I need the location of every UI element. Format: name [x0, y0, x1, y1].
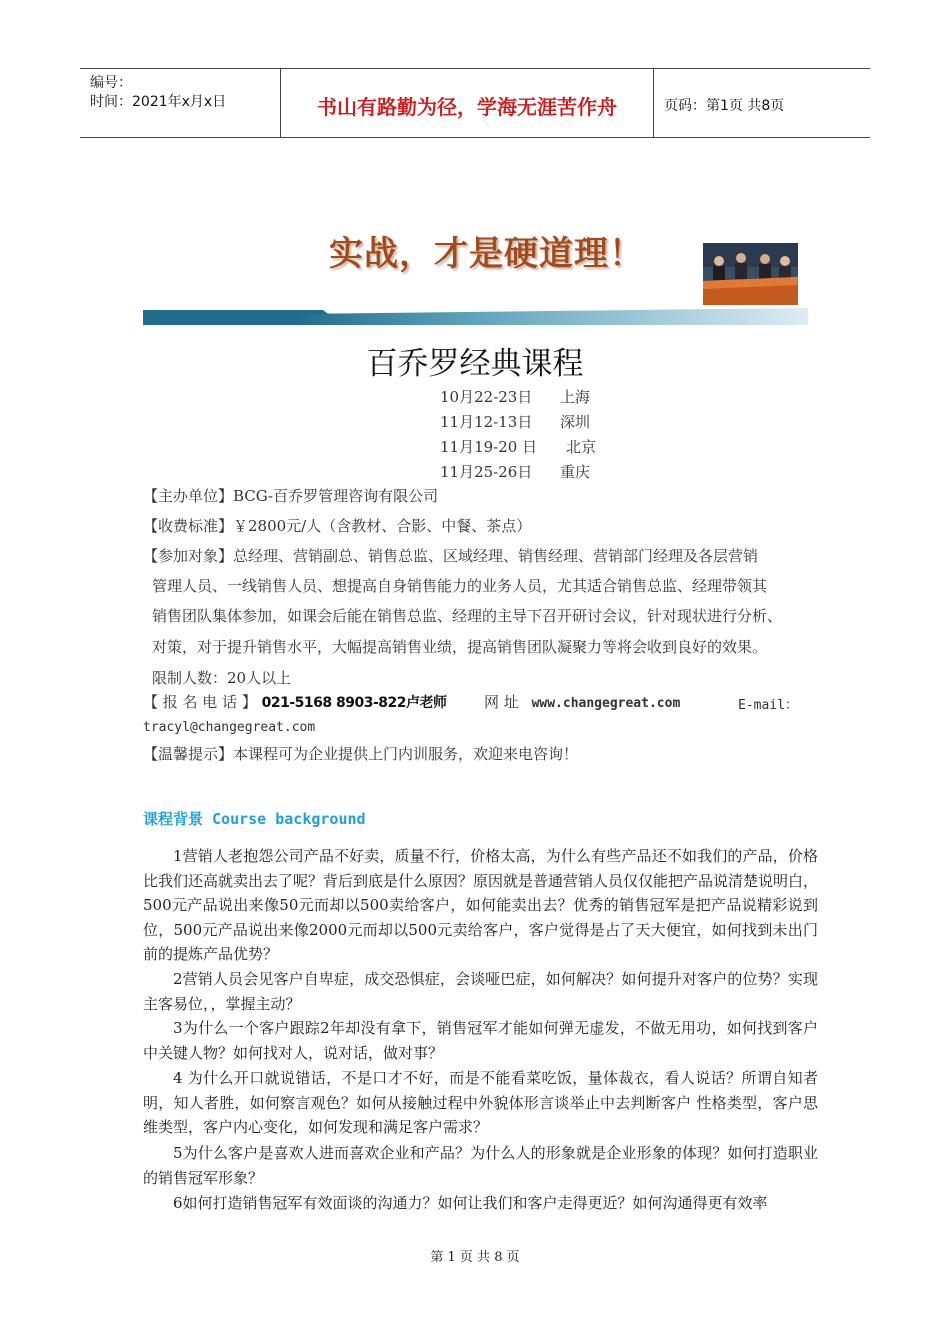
schedule-date: 11月12-13日: [440, 413, 533, 431]
banner-gradient-bar: [143, 308, 808, 325]
header-time: 时间：2021年x月x日: [90, 94, 227, 110]
website-link[interactable]: www.changegreat.com: [531, 696, 681, 711]
page-footer: 第 1 页 共 8 页: [430, 1250, 520, 1265]
banner: [143, 210, 808, 326]
audience-line: 对策，对于提升销售水平，大幅提高销售业绩，提高销售团队凝聚力等将会收到良好的效果。: [152, 638, 768, 656]
schedule-city: 重庆: [560, 463, 591, 481]
header-motto: 书山有路勤为径，学海无涯苦作舟: [317, 95, 617, 119]
limit-line: 限制人数：20人以上: [152, 669, 292, 687]
audience-line: 【参加对象】总经理、营销副总、销售总监、区域经理、销售经理、营销部门经理及各层营销: [143, 547, 759, 565]
paragraph-1: 1营销人老抱怨公司产品不好卖，质量不行，价格太高，为什么有些产品还不如我们的产品，价格比我们还高就卖出去了呢？背后到底是什么原因？原因就是普通营销人员仅仅能把产品说清楚说明白，500元产品说出来像50元而却以500卖给客户，如何能卖出去？优秀的销售冠军是把产品说精彩说到位，500元产品说出来像2000元而却以500元卖给客户，客户觉得是占了天大便宜，如何找到未出门前的提炼产品优势？: [143, 847, 819, 964]
header-number: 编号：: [90, 75, 132, 91]
section-title: 课程背景 Course background: [143, 810, 366, 828]
schedule-city: 深圳: [560, 413, 591, 431]
contact-line: [143, 691, 447, 712]
schedule-row: [440, 386, 590, 407]
organizer-line: 【主办单位】BCG-百乔罗管理咨询有限公司: [143, 487, 439, 505]
header-page-number: 页码：第1页 共8页: [664, 98, 785, 114]
schedule-row: [440, 436, 596, 457]
paragraph-4: 4 为什么开口就说错话，不是口才不好，而是不能看菜吃饭，量体裁衣，看人说话？所谓自知者明，知人者胜，如何察言观色？如何从接触过程中外貌体形言谈举止中去判断客户 性格类型，客户思维类型，客户内心变化，如何发现和满足客户需求？: [143, 1069, 818, 1137]
phone-number: 021-5168 8903-822卢老师: [261, 695, 447, 711]
email-link[interactable]: tracyl@changegreat.com: [143, 720, 316, 735]
meeting-photo-icon: [703, 243, 798, 305]
website-line: [484, 691, 680, 712]
fee-line: 【收费标准】￥2800元/人（含教材、合影、中餐、茶点）: [143, 517, 532, 535]
schedule-city: 北京: [566, 438, 597, 456]
page-title: 百乔罗经典课程: [366, 346, 584, 382]
paragraph-6: 6如何打造销售冠军有效面谈的沟通力？如何让我们和客户走得更近？如何沟通得更有效率: [173, 1194, 768, 1212]
schedule-city: 上海: [560, 388, 591, 406]
header-motto-cell: [281, 69, 654, 137]
schedule-row: [440, 411, 590, 432]
schedule-date: 11月19-20 日: [440, 438, 538, 456]
banner-slogan: 实战，才是硬道理！: [329, 234, 644, 274]
schedule-row: [440, 461, 590, 482]
email-label: E-mail：: [738, 698, 798, 713]
schedule-date: 11月25-26日: [440, 463, 533, 481]
audience-line: 销售团队集体参加，如课会后能在销售总监、经理的主导下召开研讨会议，针对现状进行分析、: [152, 607, 783, 625]
schedule-date: 10月22-23日: [440, 388, 533, 406]
paragraph-2: 2营销人员会见客户自卑症，成交恐惧症，会谈哑巴症，如何解决？如何提升对客户的位势？实现主客易位，，掌握主动？: [143, 970, 818, 1013]
tip-line: 【温馨提示】本课程可为企业提供上门内训服务，欢迎来电咨询！: [143, 745, 579, 763]
paragraph-5: 5为什么客户是喜欢人进而喜欢企业和产品？为什么人的形象就是企业形象的体现？如何打造职业的销售冠军形象？: [143, 1144, 818, 1187]
header-page-cell: [654, 69, 870, 137]
header-table: [80, 68, 870, 138]
website-label: 网 址: [484, 693, 519, 711]
audience-line: 管理人员、一线销售人员、想提高自身销售能力的业务人员，尤其适合销售总监、经理带领其: [152, 577, 768, 595]
phone-label: 【 报 名 电 话 】: [143, 693, 257, 711]
paragraph-3: 3为什么一个客户跟踪2年却没有拿下，销售冠军才能如何弹无虚发，不做无用功，如何找到客户中关键人物？如何找对人，说对话，做对事？: [143, 1019, 818, 1062]
header-meta-cell: [80, 69, 281, 137]
